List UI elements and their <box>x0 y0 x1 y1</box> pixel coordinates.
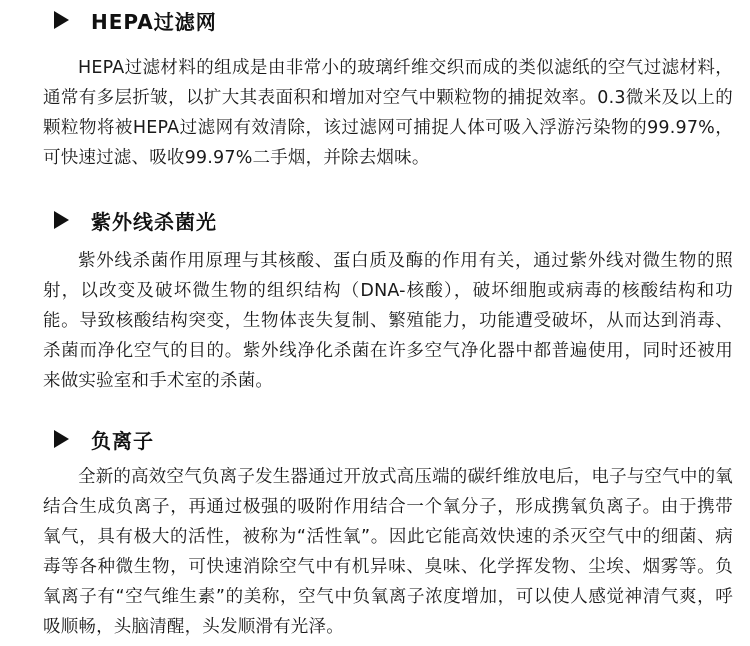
section-body: HEPA过滤材料的组成是由非常小的玻璃纤维交织而成的类似滤纸的空气过滤材料，通常有多层折皱，以扩大其表面积和增加对空气中颗粒物的捕捉效率。0.3微米及以上的颗粒物将被HEPA过滤网有效清除，该过滤网可捕捉人体可吸入浮游污染物的99.97%，可快速过滤、吸收99.97%二手烟，并除去烟味。 <box>43 58 733 168</box>
section-title: 紫外线杀菌光 <box>91 209 217 234</box>
section-title: 负离子 <box>91 428 154 453</box>
section-heading <box>44 205 217 235</box>
section-body: 全新的高效空气负离子发生器通过开放式高压端的碳纤维放电后，电子与空气中的氧结合生成负离子，再通过极强的吸附作用结合一个氧分子，形成携氧负离子。由于携带氧气，具有极大的活性，被称为“活性氧”。因此它能高效快速的杀灭空气中的细菌、病毒等各种微生物，可快速消除空气中有机异味、臭味、化学挥发物、尘埃、烟雾等。负氧离子有“空气维生素”的美称，空气中负氧离子浓度增加，可以使人感觉神清气爽，呼吸顺畅，头脑清醒，头发顺滑有光泽。 <box>43 467 733 637</box>
section-title: HEPA过滤网 <box>91 9 217 34</box>
section-heading <box>44 5 217 35</box>
section-heading <box>44 424 154 454</box>
triangle-right-icon <box>54 211 69 229</box>
section-body: 紫外线杀菌作用原理与其核酸、蛋白质及酶的作用有关，通过紫外线对微生物的照射，以改变及破坏微生物的组织结构（DNA-核酸），破坏细胞或病毒的核酸结构和功能。导致核酸结构突变，生物体丧失复制、繁殖能力，功能遭受破坏，从而达到消毒、杀菌而净化空气的目的。紫外线净化杀菌在许多空气净化器中都普遍使用，同时还被用来做实验室和手术室的杀菌。 <box>43 251 733 391</box>
triangle-right-icon <box>54 11 69 29</box>
triangle-right-icon <box>54 430 69 448</box>
